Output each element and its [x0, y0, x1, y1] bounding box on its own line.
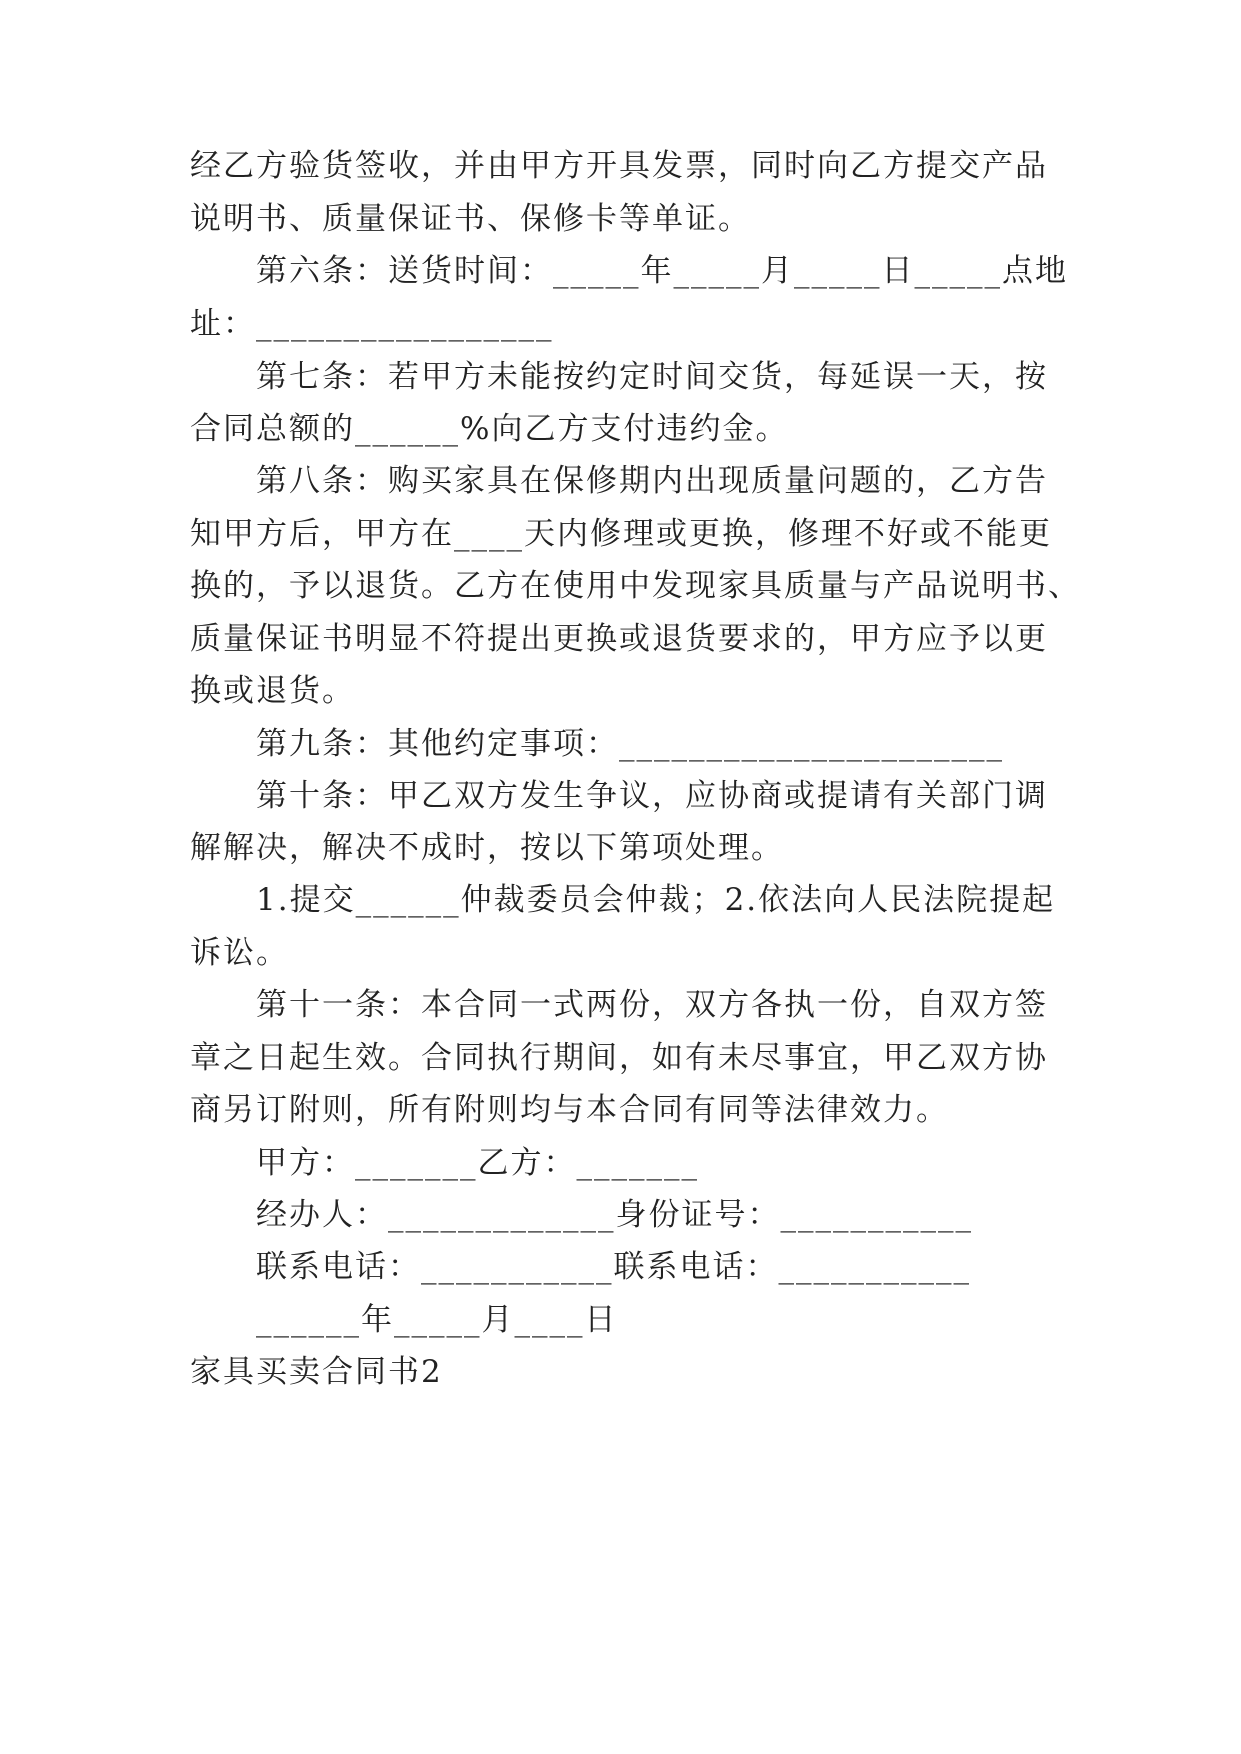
- next-document-title: 家具买卖合同书2: [190, 1354, 443, 1390]
- text-line: 址：_________________: [190, 306, 554, 342]
- dispute-options: 1.提交______仲裁委员会仲裁；2.依法向人民法院提起: [256, 882, 1056, 918]
- text-line: 换的，予以退货。乙方在使用中发现家具质量与产品说明书、: [190, 568, 1081, 604]
- text-line: 解解决，解决不成时，按以下第项处理。: [190, 830, 784, 866]
- article-6: 第六条：送货时间：_____年_____月_____日_____点地: [256, 253, 1068, 289]
- text-line: 商另订附则，所有附则均与本合同有同等法律效力。: [190, 1092, 949, 1128]
- text-line: 经乙方验货签收，并由甲方开具发票，同时向乙方提交产品: [190, 148, 1048, 184]
- text-line: 质量保证书明显不符提出更换或退货要求的，甲方应予以更: [190, 621, 1048, 657]
- party-signature-line: 甲方：_______乙方：_______: [256, 1145, 699, 1181]
- date-line: ______年_____月____日: [256, 1302, 618, 1338]
- text-line: 说明书、质量保证书、保修卡等单证。: [190, 201, 751, 237]
- article-10: 第十条：甲乙双方发生争议，应协商或提请有关部门调: [256, 778, 1048, 814]
- text-line: 章之日起生效。合同执行期间，如有未尽事宜，甲乙双方协: [190, 1040, 1048, 1076]
- phone-line: 联系电话：___________联系电话：___________: [256, 1249, 971, 1285]
- text-line: 知甲方后，甲方在____天内修理或更换，修理不好或不能更: [190, 516, 1052, 552]
- text-line: 诉讼。: [190, 935, 289, 971]
- text-line: 合同总额的______%向乙方支付违约金。: [190, 411, 789, 447]
- article-9: 第九条：其他约定事项：______________________: [256, 726, 1004, 762]
- article-8: 第八条：购买家具在保修期内出现质量问题的，乙方告: [256, 463, 1048, 499]
- agent-id-line: 经办人：_____________身份证号：___________: [256, 1197, 973, 1233]
- article-7: 第七条：若甲方未能按约定时间交货，每延误一天，按: [256, 359, 1048, 395]
- text-line: 换或退货。: [190, 673, 355, 709]
- article-11: 第十一条：本合同一式两份，双方各执一份，自双方签: [256, 987, 1048, 1023]
